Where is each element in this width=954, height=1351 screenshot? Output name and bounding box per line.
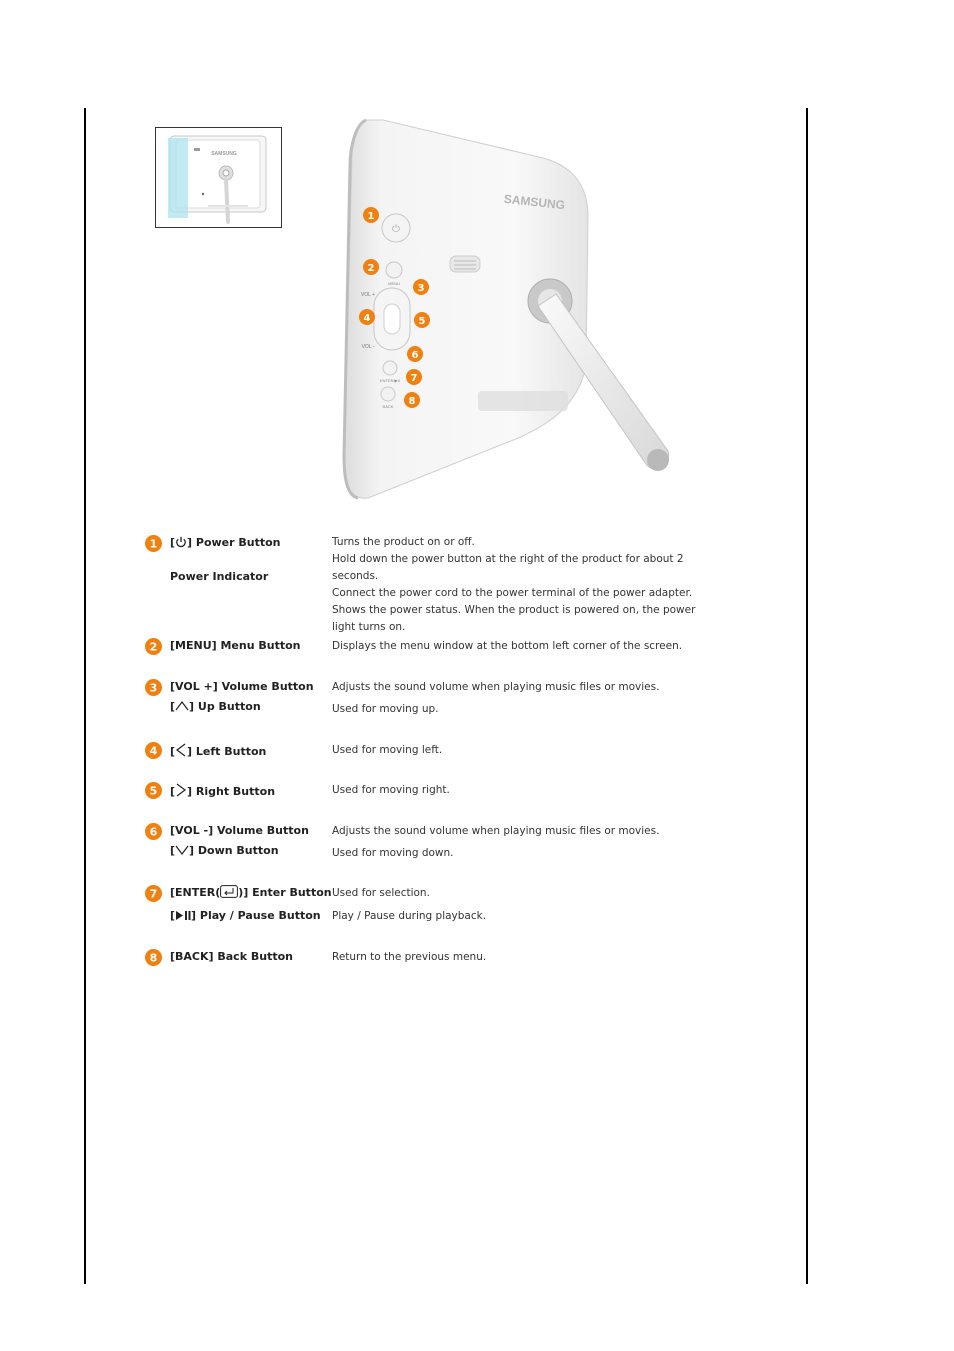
label-vol-plus-button: [VOL +] Volume Button (170, 680, 314, 693)
description-menu: Displays the menu window at the bottom left corner of the screen. (332, 640, 683, 652)
label-down-button: [ ] Down Button (170, 844, 279, 857)
number-badge-8 (145, 949, 162, 966)
number-badge-1 (145, 535, 162, 552)
description-power: Turns the product on or off. Hold down the power button at the right of the product for about 2 seconds. Connect the power cord to the power terminal of the power adapter. Shows the power status. When the product is powered on, the power light turns on. (332, 536, 696, 633)
svg-text:5: 5 (149, 784, 158, 798)
menu-tag: MENU (388, 281, 400, 286)
label-menu-button: [MENU] Menu Button (170, 639, 301, 652)
highlight-region (168, 138, 188, 218)
callout-7: 7 (410, 373, 418, 384)
label-enter-button: [ENTER( )] Enter Button (170, 886, 332, 899)
svg-text:2: 2 (149, 640, 158, 654)
power-icon (175, 536, 187, 548)
description-enter: Used for selection. (332, 887, 430, 899)
vol-minus-tag: VOL - (361, 344, 375, 350)
callout-2: 2 (367, 263, 375, 274)
vol-plus-tag: VOL + (360, 292, 376, 298)
label-back-button: [BACK] Back Button (170, 950, 293, 963)
product-back-thumbnail (155, 127, 282, 228)
svg-text:8: 8 (149, 951, 158, 965)
thumbnail-brand: SAMSUNG (211, 151, 237, 157)
description-vol-minus: Adjusts the sound volume when playing music files or movies. (332, 825, 660, 837)
svg-text:1: 1 (149, 537, 158, 551)
label-power-indicator: Power Indicator (170, 570, 269, 583)
back-tag: BACK (382, 404, 394, 409)
label-right-button: [ ] Right Button (170, 785, 276, 798)
svg-text:6: 6 (149, 825, 158, 839)
number-badge-4 (145, 742, 162, 759)
description-vol-plus: Adjusts the sound volume when playing music files or movies. (332, 681, 660, 693)
callout-3: 3 (417, 283, 425, 294)
label-up-button: [ ] Up Button (170, 700, 261, 713)
svg-text:7: 7 (149, 887, 158, 901)
play-pause-icon (175, 910, 191, 921)
number-badge-3 (145, 679, 162, 696)
callout-1: 1 (367, 211, 375, 222)
chevron-right-icon (175, 783, 187, 797)
number-badge-6 (145, 823, 162, 840)
number-badge-5 (145, 782, 162, 799)
description-play-pause: Play / Pause during playback. (332, 910, 487, 922)
svg-text:4: 4 (149, 744, 158, 758)
description-left: Used for moving left. (332, 744, 443, 756)
right-border-line (806, 108, 808, 1284)
frame-back-illustration (156, 128, 281, 227)
callout-5: 5 (418, 316, 426, 327)
description-right: Used for moving right. (332, 784, 450, 796)
chevron-left-icon (175, 743, 187, 757)
number-badge-7 (145, 885, 162, 902)
description-down: Used for moving down. (332, 847, 454, 859)
enter-tag: ENTER/▶II (380, 378, 400, 383)
left-border-line (84, 108, 86, 1284)
label-play-pause-button: [ ] Play / Pause Button (170, 909, 321, 922)
callout-8: 8 (408, 396, 416, 407)
description-up: Used for moving up. (332, 703, 439, 715)
svg-text:⏻: ⏻ (392, 224, 400, 235)
callout-6: 6 (411, 350, 419, 361)
callout-4: 4 (363, 313, 371, 324)
number-badge-2 (145, 638, 162, 655)
label-power-button: [ ] Power Button (170, 536, 281, 549)
product-side-illustration (338, 116, 678, 502)
description-back: Return to the previous menu. (332, 951, 487, 963)
chevron-down-icon (175, 844, 189, 856)
chevron-up-icon (175, 700, 189, 712)
enter-icon (220, 885, 238, 898)
product-side-photo (338, 116, 678, 502)
label-left-button: [ ] Left Button (170, 745, 267, 758)
label-vol-minus-button: [VOL -] Volume Button (170, 824, 309, 837)
photo-brand: SAMSUNG (503, 191, 566, 213)
svg-text:3: 3 (149, 681, 158, 695)
